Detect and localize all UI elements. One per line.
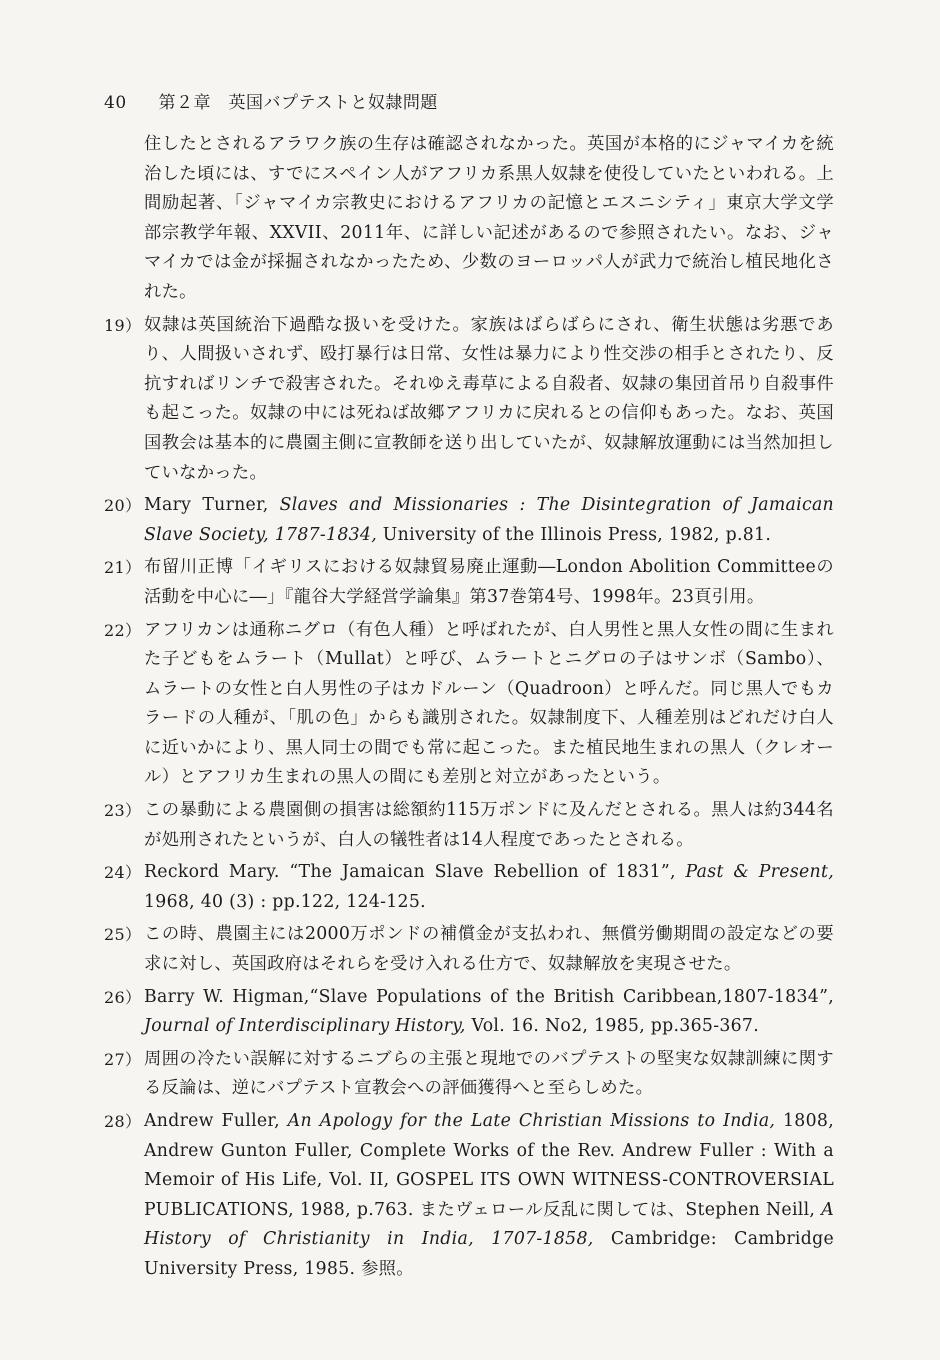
footnotes-list xyxy=(104,130,834,1288)
footnote-text: Cambridge: Cambridge University Press, 1985. 参照。 xyxy=(144,1229,834,1279)
footnote-text: Reckord Mary. “The Jamaican Slave Rebellion of 1831”, xyxy=(144,862,686,883)
footnote xyxy=(104,1045,834,1104)
footnote-italic-title: Journal of Interdisciplinary History, xyxy=(144,1016,466,1037)
footnote-number: 24） xyxy=(104,863,142,883)
footnote-text: 周囲の冷たい誤解に対するニブらの主張と現地でのバプテストの堅実な奴隷訓練に関する反論は、逆にバプテスト宣教会への評価獲得へと至らしめた。 xyxy=(144,1048,834,1099)
footnote-text: この暴動による農園側の損害は総額約115万ポンドに及んだとされる。黒人は約344名が処刑されたというが、白人の犠牲者は14人程度であったとされる。 xyxy=(144,800,834,850)
footnote xyxy=(104,616,834,794)
footnote-number: 23） xyxy=(104,801,142,821)
footnote-italic-title: Slaves and Missionaries : The Disintegration of Jamaican Slave Society, 1787-1834, xyxy=(144,495,834,545)
footnote-italic-title: A History of Christianity in India, 1707-1858, xyxy=(144,1199,834,1250)
footnote-italic-title: Past & Present, xyxy=(685,862,834,883)
footnote-text: 住したとされるアラワク族の生存は確認されなかった。英国が本格的にジャマイカを統治した頃には、すでにスペイン人がアフリカ系黒人奴隷を使役していたといわれる。上間励起著、「ジャマイカ宗教史におけるアフリカの記憶とエスニシティ」東京大学文学部宗教学年報、XXVII、2011年、に詳しい記述があるので参照されたい。なお、ジャマイカでは金が採掘されなかったため、少数のヨーロッパ人が武力で統治し植民地化された。 xyxy=(144,134,834,302)
footnote-text: University of the Illinois Press, 1982, p.81. xyxy=(377,524,772,545)
page-number: 40 xyxy=(104,93,127,113)
footnote-number: 25） xyxy=(104,925,142,945)
footnote-text: アフリカンは通称ニグロ（有色人種）と呼ばれたが、白人男性と黒人女性の間に生まれた子どもをムラート（Mullat）と呼び、ムラートとニグロの子はサンボ（Sambo）、ムラートの女性と白人男性の子はカドルーン（Quadroon）と呼んだ。同じ黒人でもカラードの人種が、「肌の色」からも識別された。奴隷制度下、人種差別はどれだけ白人に近いかにより、黒人同士の間でも常に起こった。また植民地生まれの黒人（クレオール）とアフリカ生まれの黒人の間にも差別と対立があったという。 xyxy=(144,619,834,788)
footnote-text: Barry W. Higman,“Slave Populations of the British Caribbean,1807-1834”, xyxy=(144,986,834,1007)
footnote-continuation xyxy=(104,130,834,308)
footnote xyxy=(104,1107,834,1285)
footnote-text: この時、農園主には2000万ポンドの補償金が支払われ、無償労働期間の設定などの要求に対し、英国政府はそれらを受け入れる仕方で、奴隷解放を実現させた。 xyxy=(144,924,834,975)
footnote-italic-title: An Apology for the Late Christian Missions to India, xyxy=(287,1111,776,1131)
footnote-text: 奴隷は英国統治下過酷な扱いを受けた。家族はばらばらにされ、衛生状態は劣悪であり、人間扱いされず、殴打暴行は日常、女性は暴力により性交渉の相手とされたり、反抗すればリンチで殺害された。それゆえ毒草による自殺者、奴隷の集団首吊り自殺事件も起こった。奴隷の中には死ねば故郷アフリカに戻れるとの信仰もあった。なお、英国国教会は基本的に農園主側に宣教師を送り出していたが、奴隷解放運動には当然加担していなかった。 xyxy=(144,314,834,483)
footnote xyxy=(104,983,834,1042)
footnote-text: 1808, Andrew Gunton Fuller, Complete Works of the Rev. Andrew Fuller : With a Memoir of His Life, Vol. II, GOSPEL ITS OWN WITNESS-CONTROVERSIAL PUBLICATIONS, 1988, p.763. またヴェロール反乱に関しては、Stephen Neill, xyxy=(144,1111,834,1220)
footnote-number: 21） xyxy=(104,558,142,578)
footnote-text: Mary Turner, xyxy=(144,495,280,516)
footnote-text: Andrew Fuller, xyxy=(144,1111,288,1131)
footnote-text: 布留川正博「イギリスにおける奴隷貿易廃止運動―London Abolition Committeeの活動を中心に―」『龍谷大学経営学論集』第37巻第4号、1998年。23頁引用。 xyxy=(144,557,834,607)
footnote-number: 20） xyxy=(104,496,142,516)
footnote xyxy=(104,491,834,550)
footnote-number: 19） xyxy=(104,315,142,335)
footnote-text: Vol. 16. No2, 1985, pp.365-367. xyxy=(465,1016,760,1037)
footnote-number: 28） xyxy=(104,1112,142,1131)
footnote-number: 22） xyxy=(104,620,142,640)
footnote xyxy=(104,858,834,917)
running-header xyxy=(104,88,438,113)
footnote xyxy=(104,920,834,979)
footnote xyxy=(104,796,834,855)
footnote-number: 26） xyxy=(104,987,142,1007)
footnote xyxy=(104,553,834,612)
footnote-number: 27） xyxy=(104,1049,142,1069)
footnote-text: 1968, 40 (3) : pp.122, 124-125. xyxy=(144,891,426,912)
footnote xyxy=(104,311,834,489)
chapter-title: 第２章 英国バプテストと奴隷問題 xyxy=(158,93,438,113)
